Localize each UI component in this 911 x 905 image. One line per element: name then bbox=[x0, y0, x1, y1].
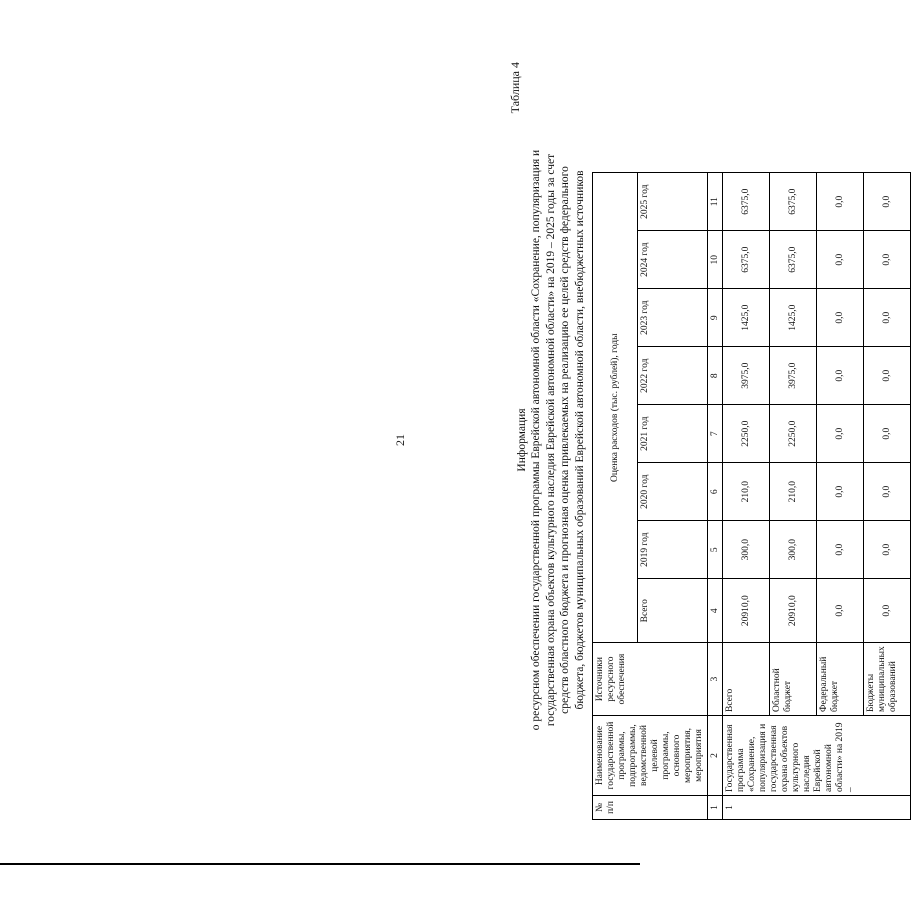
column-number: 11 bbox=[708, 173, 723, 231]
source-cell: Федеральный бюджет bbox=[817, 643, 864, 716]
value-cell: 0,0 bbox=[817, 463, 864, 521]
column-number: 10 bbox=[708, 231, 723, 289]
column-number: 7 bbox=[708, 405, 723, 463]
value-cell: 2250,0 bbox=[770, 405, 817, 463]
value-cell: 0,0 bbox=[817, 405, 864, 463]
header-year: 2019 год bbox=[638, 521, 708, 579]
value-cell: 3975,0 bbox=[770, 347, 817, 405]
resource-table bbox=[592, 172, 911, 820]
header-estimate: Оценка расходов (тыс. рублей), годы bbox=[593, 173, 638, 643]
value-cell: 6375,0 bbox=[770, 231, 817, 289]
value-cell: 0,0 bbox=[817, 347, 864, 405]
total-cell: 20910,0 bbox=[770, 579, 817, 643]
title-line: государственная охрана объектов культурного наследия Еврейской автономной области» на 2019 – 2025 годы за счет bbox=[544, 153, 557, 727]
column-number-row bbox=[708, 173, 723, 820]
value-cell: 0,0 bbox=[864, 173, 911, 231]
value-cell: 0,0 bbox=[864, 405, 911, 463]
rotated-page-content bbox=[25, 60, 898, 820]
source-cell: Бюджеты муниципальных образований bbox=[864, 643, 911, 716]
header-year: 2020 год bbox=[638, 463, 708, 521]
value-cell: 0,0 bbox=[864, 347, 911, 405]
value-cell: 0,0 bbox=[817, 521, 864, 579]
value-cell: 210,0 bbox=[770, 463, 817, 521]
value-cell: 2250,0 bbox=[723, 405, 770, 463]
title-line: средств областного бюджета и прогнозная оценка привлекаемых на реализацию ее целей средств федерального bbox=[559, 166, 572, 714]
value-cell: 6375,0 bbox=[770, 173, 817, 231]
value-cell: 0,0 bbox=[817, 231, 864, 289]
header-year: 2021 год bbox=[638, 405, 708, 463]
column-number: 5 bbox=[708, 521, 723, 579]
value-cell: 210,0 bbox=[723, 463, 770, 521]
value-cell: 0,0 bbox=[864, 289, 911, 347]
page-number: 21 bbox=[393, 434, 407, 446]
value-cell: 6375,0 bbox=[723, 231, 770, 289]
source-cell: Всего bbox=[723, 643, 770, 716]
value-cell: 300,0 bbox=[723, 521, 770, 579]
header-num: № п/п bbox=[593, 796, 708, 820]
value-cell: 0,0 bbox=[817, 173, 864, 231]
header-year: 2023 год bbox=[638, 289, 708, 347]
column-number: 3 bbox=[708, 643, 723, 716]
total-cell: 0,0 bbox=[817, 579, 864, 643]
title-heading: Информация bbox=[516, 408, 528, 472]
value-cell: 0,0 bbox=[864, 463, 911, 521]
header-year: 2025 год bbox=[638, 173, 708, 231]
page-bottom-rule bbox=[0, 863, 640, 865]
program-name: Государственная программа «Сохранение, популяризация и государственная охрана объектов культурного наследия Еврейской автономной области» на 2019 – bbox=[723, 716, 911, 796]
header-year: 2024 год bbox=[638, 231, 708, 289]
header-name: Наименование государственной программы, подпрограммы, ведомственной целевой программы, основного мероприятия, мероприятия bbox=[593, 716, 708, 796]
title-line: бюджета, бюджетов муниципальных образований Еврейской автономной области, внебюджетных источников bbox=[573, 170, 586, 710]
row-number: 1 bbox=[723, 796, 911, 820]
document-title bbox=[515, 60, 587, 820]
value-cell: 3975,0 bbox=[723, 347, 770, 405]
value-cell: 0,0 bbox=[864, 231, 911, 289]
column-number: 1 bbox=[708, 796, 723, 820]
total-cell: 0,0 bbox=[864, 579, 911, 643]
value-cell: 0,0 bbox=[864, 521, 911, 579]
value-cell: 6375,0 bbox=[723, 173, 770, 231]
column-number: 8 bbox=[708, 347, 723, 405]
title-line: о ресурсном обеспечении государственной программы Еврейской автономной области «Сохранение, популяризация и bbox=[530, 149, 543, 731]
header-year: 2022 год bbox=[638, 347, 708, 405]
header-row bbox=[593, 173, 638, 820]
column-number: 6 bbox=[708, 463, 723, 521]
total-cell: 20910,0 bbox=[723, 579, 770, 643]
header-source: Источники ресурсного обеспечения bbox=[593, 643, 708, 716]
column-number: 2 bbox=[708, 716, 723, 796]
table-row bbox=[723, 173, 770, 820]
value-cell: 300,0 bbox=[770, 521, 817, 579]
value-cell: 1425,0 bbox=[723, 289, 770, 347]
value-cell: 1425,0 bbox=[770, 289, 817, 347]
table-label: Таблица 4 bbox=[508, 62, 522, 114]
column-number: 4 bbox=[708, 579, 723, 643]
column-number: 9 bbox=[708, 289, 723, 347]
value-cell: 0,0 bbox=[817, 289, 864, 347]
source-cell: Областной бюджет bbox=[770, 643, 817, 716]
header-total: Всего bbox=[638, 579, 708, 643]
